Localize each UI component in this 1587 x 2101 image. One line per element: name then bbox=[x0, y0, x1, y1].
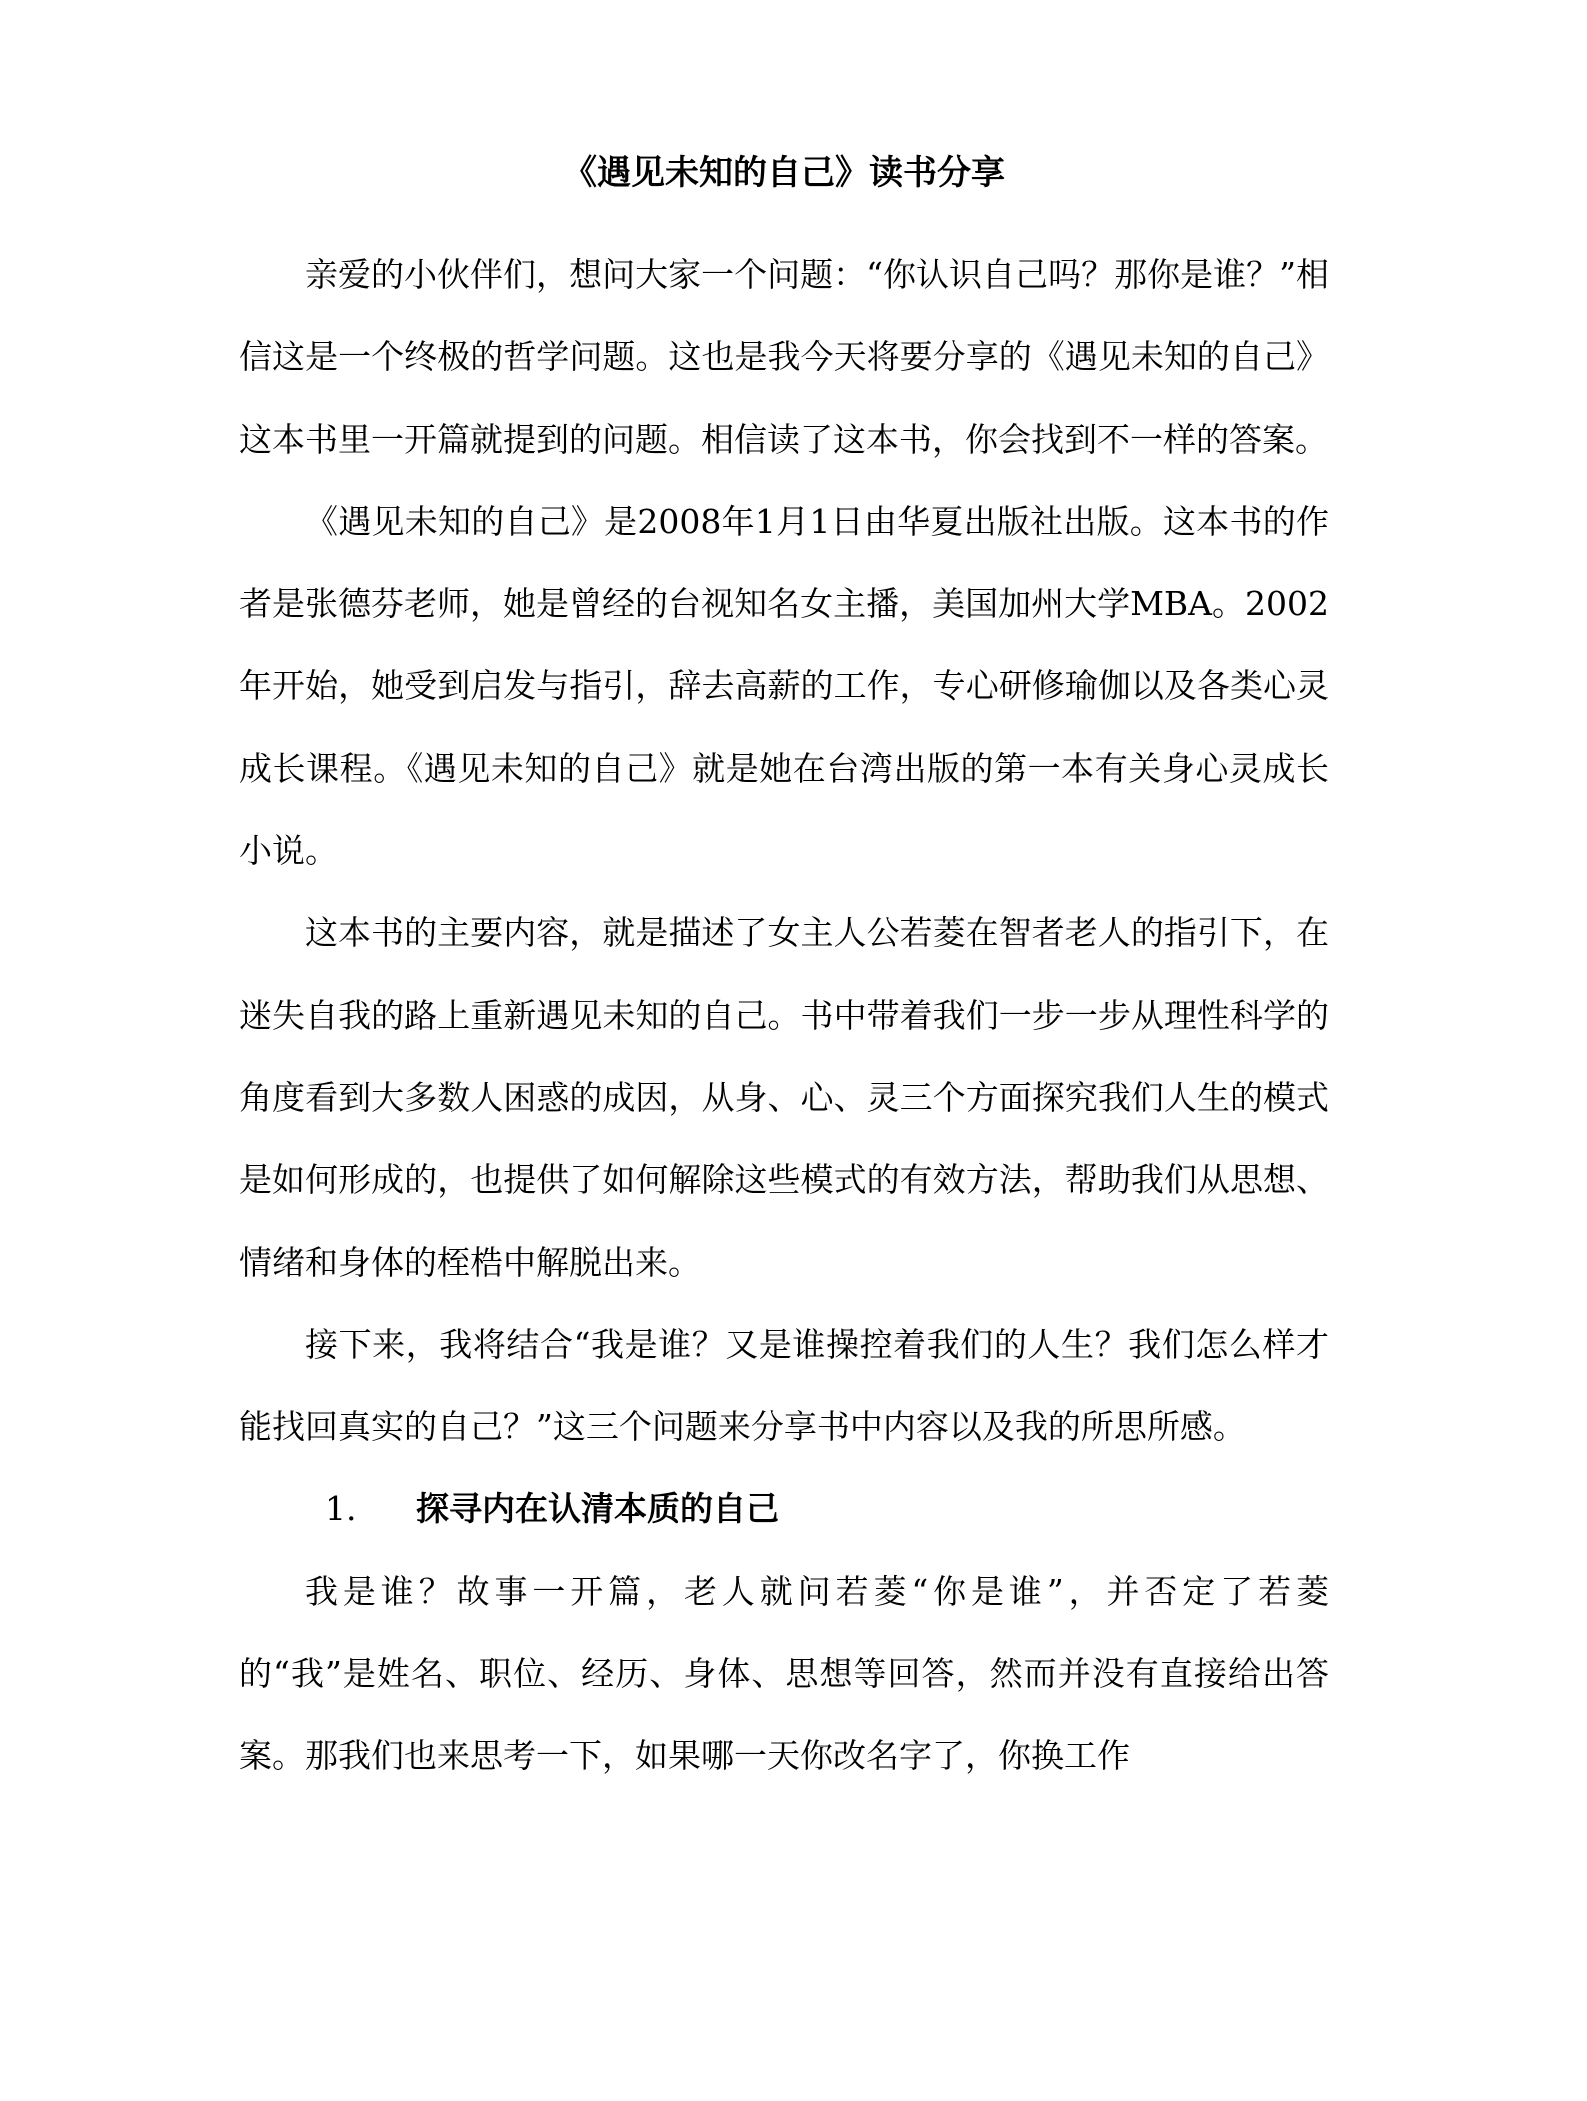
paragraph-section-1: 我是谁？故事一开篇，老人就问若菱“你是谁”，并否定了若菱的“我”是姓名、职位、经历、身体、思想等回答，然而并没有直接给出答案。那我们也来思考一下，如果哪一天你改名字了，你换工作 bbox=[239, 1571, 1329, 1776]
paragraph-main-content: 这本书的主要内容，就是描述了女主人公若菱在智者老人的指引下，在迷失自我的路上重新遇见未知的自己。书中带着我们一步一步从理性科学的角度看到大多数人困惑的成因，从身、心、灵三个方面探究我们人生的模式是如何形成的，也提供了如何解除这些模式的有效方法，帮助我们从思想、情绪和身体的桎梏中解脱出来。 bbox=[239, 913, 1329, 1282]
document-body bbox=[239, 234, 1329, 1798]
section-heading-text: 探寻内在认清本质的自己 bbox=[416, 1489, 779, 1529]
document-title: 《遇见未知的自己》读书分享 bbox=[563, 153, 1005, 193]
paragraph-outline: 接下来，我将结合“我是谁？又是谁操控着我们的人生？我们怎么样才能找回真实的自己？”这三个问题来分享书中内容以及我的所思所感。 bbox=[239, 1324, 1329, 1447]
paragraph-intro: 亲爱的小伙伴们，想问大家一个问题：“你认识自己吗？那你是谁？”相信这是一个终极的哲学问题。这也是我今天将要分享的《遇见未知的自己》这本书里一开篇就提到的问题。相信读了这本书，你会找到不一样的答案。 bbox=[239, 255, 1329, 459]
paragraph-book-info: 《遇见未知的自己》是2008年1月1日由华夏出版社出版。这本书的作者是张德芬老师，她是曾经的台视知名女主播，美国加州大学MBA。2002年开始，她受到启发与指引，辞去高薪的工作，专心研修瑜伽以及各类心灵成长课程。《遇见未知的自己》就是她在台湾出版的第一本有关身心灵成长小说。 bbox=[239, 501, 1329, 871]
section-heading bbox=[239, 1468, 1329, 1550]
section-number: 1. bbox=[325, 1489, 357, 1529]
